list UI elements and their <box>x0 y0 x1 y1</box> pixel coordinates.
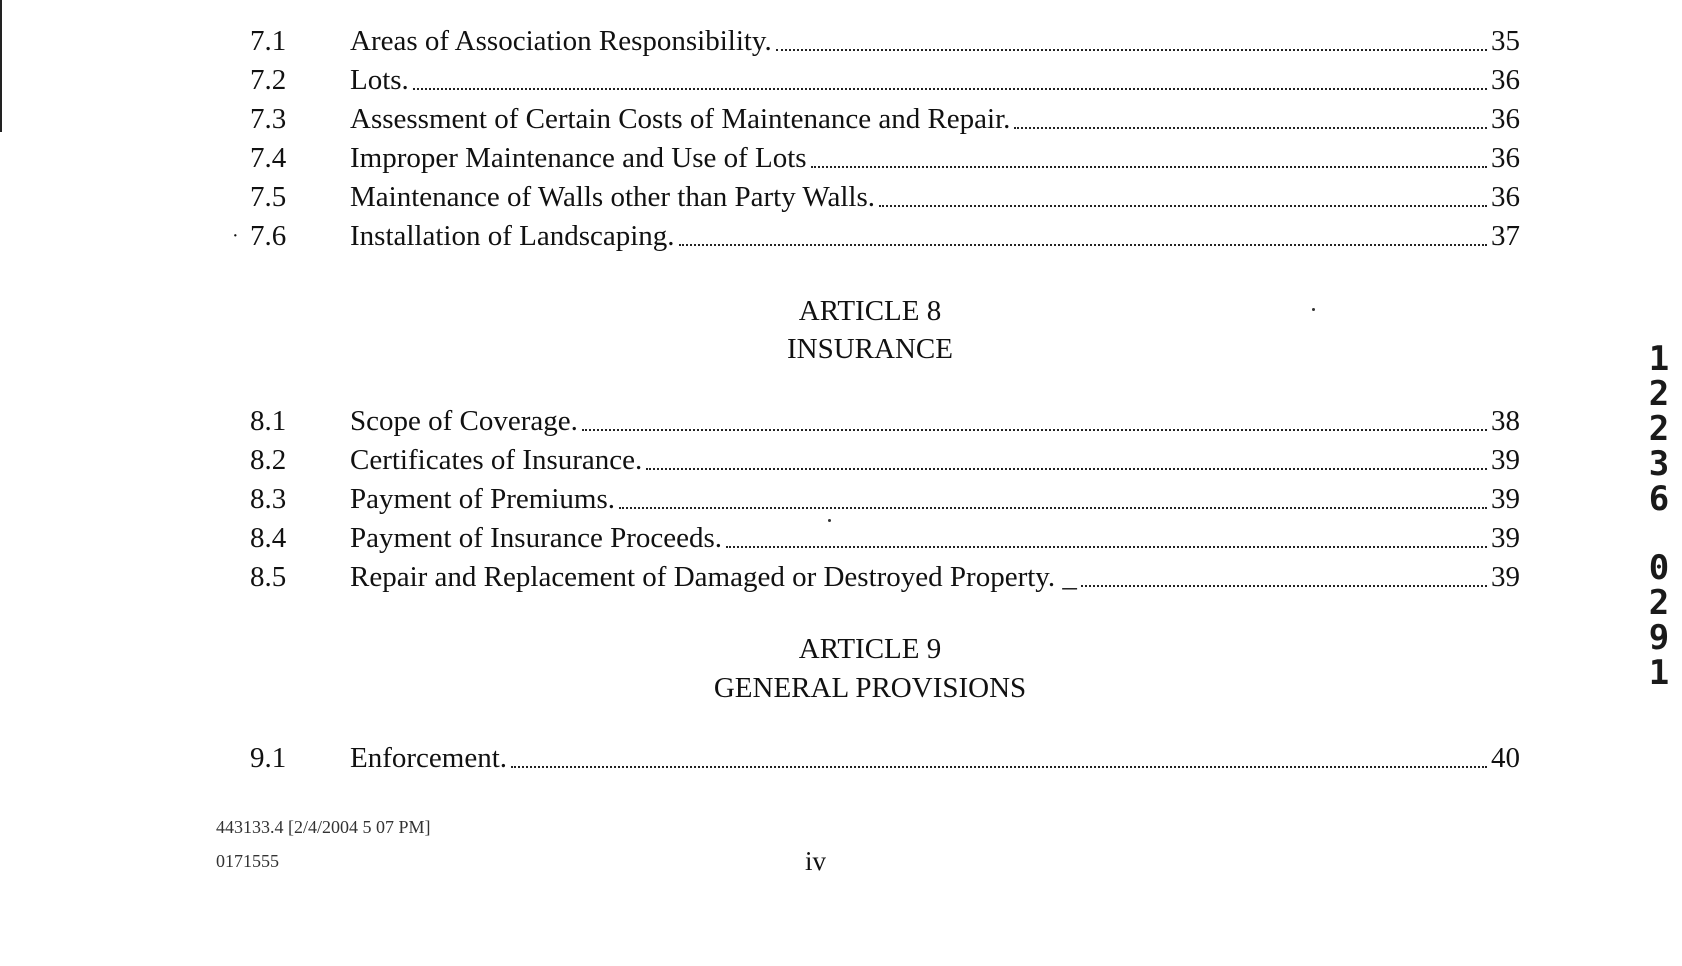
toc-title: Enforcement. <box>350 742 508 774</box>
toc-title: Payment of Insurance Proceeds. <box>350 522 723 554</box>
toc-title: Maintenance of Walls other than Party Walls. <box>350 181 875 213</box>
stamp-digit: 2 <box>1648 583 1670 623</box>
stamp-digit: 0 <box>1648 548 1670 588</box>
toc-title: Improper Maintenance and Use of Lots <box>350 142 807 174</box>
stamp-digit: 1 <box>1648 339 1670 379</box>
dot-leader <box>879 204 1487 207</box>
toc-number: 7.3 <box>250 103 287 135</box>
toc-title: Installation of Landscaping. <box>350 220 675 252</box>
dot-leader <box>811 165 1487 168</box>
dot-leader <box>413 87 1487 90</box>
stamp-gap <box>1642 517 1676 551</box>
toc-entry <box>350 141 1520 175</box>
side-stamp <box>1642 339 1676 693</box>
dot-leader <box>776 48 1487 51</box>
stray-dot <box>1312 308 1315 311</box>
toc-title: Lots. <box>350 64 409 96</box>
toc-entry <box>350 219 1520 253</box>
toc-row <box>0 219 1682 253</box>
article-heading: ARTICLE 8 <box>798 295 942 327</box>
article-subheading: GENERAL PROVISIONS <box>713 672 1027 704</box>
toc-row <box>0 141 1682 175</box>
toc-page: 35 <box>1491 25 1520 57</box>
toc-page: 39 <box>1491 483 1520 515</box>
article-subheading: INSURANCE <box>787 333 953 365</box>
toc-page: 36 <box>1491 64 1520 96</box>
toc-row <box>0 404 1682 438</box>
toc-entry <box>350 741 1520 775</box>
page-number: iv <box>805 846 827 876</box>
toc-row <box>0 521 1682 555</box>
dot-leader <box>679 243 1487 246</box>
toc-entry <box>350 102 1520 136</box>
toc-number: 7.5 <box>250 181 287 213</box>
dot-leader <box>582 428 1487 431</box>
toc-number: 7.2 <box>250 64 287 96</box>
toc-number: 8.1 <box>250 405 287 437</box>
toc-entry <box>350 404 1520 438</box>
toc-title: Scope of Coverage. <box>350 405 578 437</box>
toc-page: 36 <box>1491 181 1520 213</box>
toc-entry <box>350 24 1520 58</box>
dot-leader <box>726 545 1487 548</box>
toc-page: 40 <box>1491 742 1520 774</box>
stamp-digit: 3 <box>1648 444 1670 484</box>
toc-title: Certificates of Insurance. <box>350 444 643 476</box>
toc-page: 39 <box>1491 444 1520 476</box>
stamp-digit: 6 <box>1648 479 1670 519</box>
toc-entry <box>350 443 1520 477</box>
stamp-digit: 2 <box>1648 374 1670 414</box>
toc-number: 8.3 <box>250 483 287 515</box>
toc-page: 37 <box>1491 220 1520 252</box>
toc-number: 8.2 <box>250 444 287 476</box>
footer-doc-id: 0171555 <box>216 851 279 871</box>
toc-page: 36 <box>1491 142 1520 174</box>
toc-row <box>0 24 1682 58</box>
stamp-digit: 1 <box>1648 653 1670 693</box>
toc-title: Repair and Replacement of Damaged or Destroyed Property. _ <box>350 561 1077 593</box>
toc-entry <box>350 482 1520 516</box>
toc-row <box>0 560 1682 594</box>
margin-mark: · <box>232 225 239 247</box>
toc-row <box>0 180 1682 214</box>
toc-row <box>0 63 1682 97</box>
toc-title: Areas of Association Responsibility. <box>350 25 772 57</box>
toc-row <box>0 479 1682 519</box>
dot-leader <box>1014 126 1487 129</box>
dot-leader <box>511 765 1487 768</box>
toc-number: 7.6 <box>250 220 287 252</box>
toc-row <box>0 443 1682 477</box>
toc-number: 8.5 <box>250 561 287 593</box>
toc-page: 39 <box>1491 561 1520 593</box>
toc-entry <box>350 560 1520 594</box>
toc-row <box>0 102 1682 136</box>
stamp-digit: 9 <box>1648 618 1670 658</box>
dot-leader <box>646 467 1487 470</box>
dot-leader <box>1081 584 1487 587</box>
stamp-digit: 2 <box>1648 409 1670 449</box>
toc-page: 39 <box>1491 522 1520 554</box>
toc-entry <box>350 180 1520 214</box>
toc-title: Assessment of Certain Costs of Maintenance and Repair. <box>350 103 1011 135</box>
toc-row <box>0 741 1682 775</box>
toc-page: 36 <box>1491 103 1520 135</box>
toc-number: 9.1 <box>250 742 287 774</box>
toc-title: Payment of Premiums. <box>350 483 616 515</box>
toc-number: 7.1 <box>250 25 287 57</box>
toc-entry <box>350 63 1520 97</box>
footer-doc-ref: 443133.4 [2/4/2004 5 07 PM] <box>216 817 431 837</box>
toc-number: 8.4 <box>250 522 287 554</box>
toc-entry <box>350 521 1520 555</box>
dot-leader <box>619 506 1487 509</box>
toc-page: 38 <box>1491 405 1520 437</box>
article-heading: ARTICLE 9 <box>798 633 942 665</box>
toc-number: 7.4 <box>250 142 287 174</box>
